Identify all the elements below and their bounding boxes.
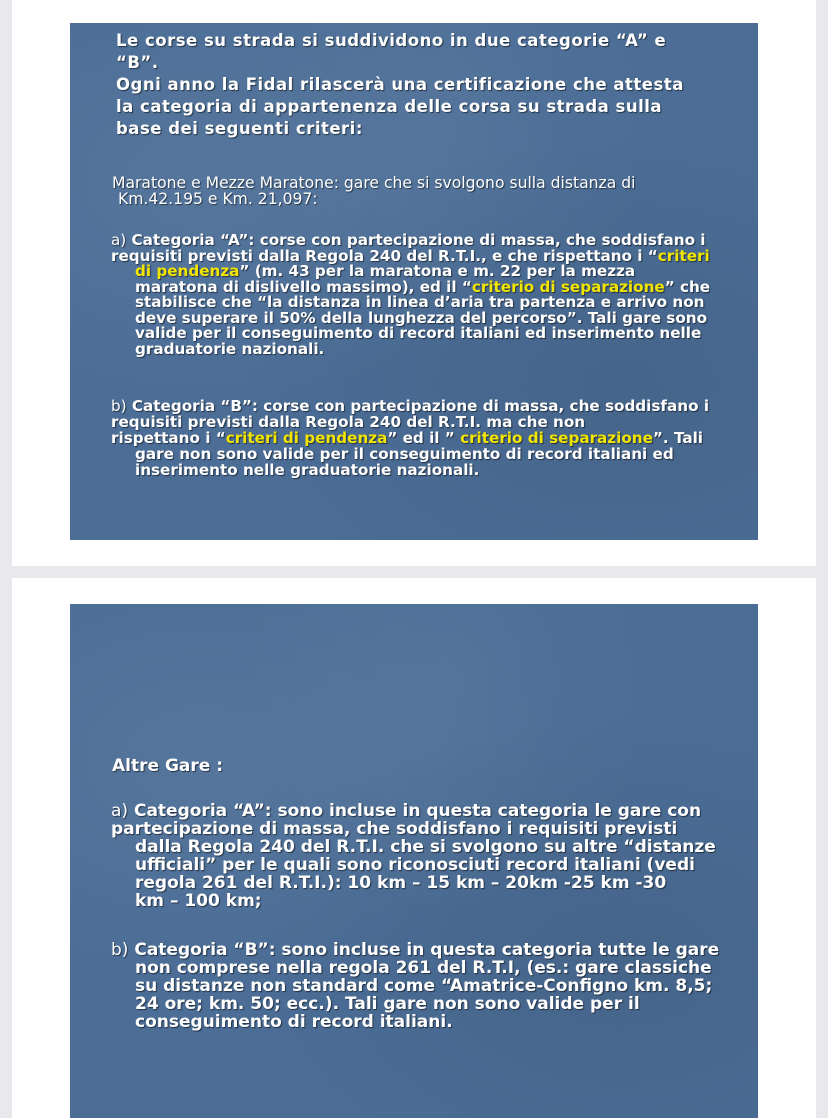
intro-line: Le corse su strada si suddividono in due categorie “A” e (116, 31, 667, 50)
altre-gare-category-a (111, 802, 756, 910)
category-a-line: maratona di dislivello massimo), ed il “ (135, 277, 472, 296)
document-page-2 (12, 578, 816, 1118)
highlight-criteri-di-pendenza: criteri di pendenza (225, 429, 388, 447)
altre-a-line: partecipazione di massa, che soddisfano i requisiti previsti (111, 819, 678, 839)
intro-paragraph (116, 30, 726, 140)
altre-a-line: regola 261 del R.T.I.): 10 km – 15 km – 20km -25 km -30 (135, 873, 667, 893)
list-marker: b) (111, 397, 127, 415)
list-marker: a) (111, 801, 129, 821)
list-marker: a) (111, 231, 127, 249)
altre-a-line: Categoria “A”: sono incluse in questa categoria le gare con (133, 801, 702, 821)
category-b-line: ” ed il ” (387, 429, 461, 447)
intro-line: base dei seguenti criteri: (116, 119, 363, 138)
highlight-criteri: criteri (657, 246, 710, 265)
category-b-line: requisiti previsti dalla Regola 240 del R.T.I. ma che non (111, 413, 586, 431)
category-a-line: Categoria “A”: corse con partecipazione di massa, che soddisfano i (131, 231, 706, 249)
altre-b-line: conseguimento di record italiani. (135, 1012, 453, 1032)
altre-b-line: 24 ore; km. 50; ecc.). Tali gare non sono valide per il (135, 994, 640, 1014)
category-a-paragraph (111, 233, 753, 357)
intro-line: Ogni anno la Fidal rilascerà una certificazione che attesta (116, 75, 684, 94)
intro-line: la categoria di appartenenza delle corsa su strada sulla (116, 97, 663, 116)
category-b-line: inserimento nelle graduatorie nazionali. (135, 461, 480, 479)
altre-b-line: su distanze non standard come “Amatrice-Configno km. 8,5; (135, 976, 713, 996)
maratone-paragraph (112, 175, 752, 207)
slide-1 (70, 23, 758, 540)
altre-gare-title: Altre Gare : (112, 756, 223, 776)
altre-a-line: dalla Regola 240 del R.T.I. che si svolgono su altre “distanze (135, 837, 716, 857)
category-a-line: valide per il conseguimento di record italiani ed inserimento nelle (135, 324, 702, 342)
category-b-line: gare non sono valide per il conseguimento di record italiani ed (135, 445, 674, 463)
altre-a-line: ufficiali” per le quali sono riconosciuti record italiani (vedi (135, 855, 695, 875)
category-a-line: deve superare il 50% della lunghezza del percorso”. Tali gare sono (135, 308, 708, 327)
category-b-line: ”. Tali (652, 429, 704, 447)
highlight-di-pendenza: di pendenza (135, 262, 240, 280)
maratone-line: Maratone e Mezze Maratone: gare che si svolgono sulla distanza di (112, 174, 636, 192)
category-a-line: graduatorie nazionali. (135, 339, 325, 358)
list-marker: b) (111, 940, 129, 960)
altre-a-line: km – 100 km; (135, 891, 262, 911)
altre-b-line: non comprese nella regola 261 del R.T.I, (es.: gare classiche (135, 958, 712, 978)
highlight-criterio-separazione: criterio di separazione (460, 429, 653, 447)
category-b-line: Categoria “B”: corse con partecipazione di massa, che soddisfano i (131, 397, 710, 415)
slide-2 (70, 604, 758, 1118)
highlight-criterio-separazione: criterio di separazione (471, 277, 665, 296)
maratone-line: Km.42.195 e Km. 21,097: (118, 190, 318, 208)
category-b-line: rispettano i “ (111, 429, 226, 447)
category-b-paragraph (111, 398, 753, 478)
category-a-line: ” (m. 43 per la maratona e m. 22 per la mezza (239, 262, 636, 280)
category-a-line: stabilisce che “la distanza in linea d’aria tra partenza e arrivo non (135, 293, 705, 311)
intro-line: “B”. (116, 53, 159, 72)
altre-b-line: Categoria “B”: sono incluse in questa categoria tutte le gare (134, 940, 720, 960)
category-a-line: requisiti previsti dalla Regola 240 del R.T.I., e che rispettano i “ (111, 246, 658, 265)
altre-gare-category-b (111, 941, 756, 1031)
category-a-line: ” che (664, 277, 711, 296)
document-page-1 (12, 0, 816, 566)
